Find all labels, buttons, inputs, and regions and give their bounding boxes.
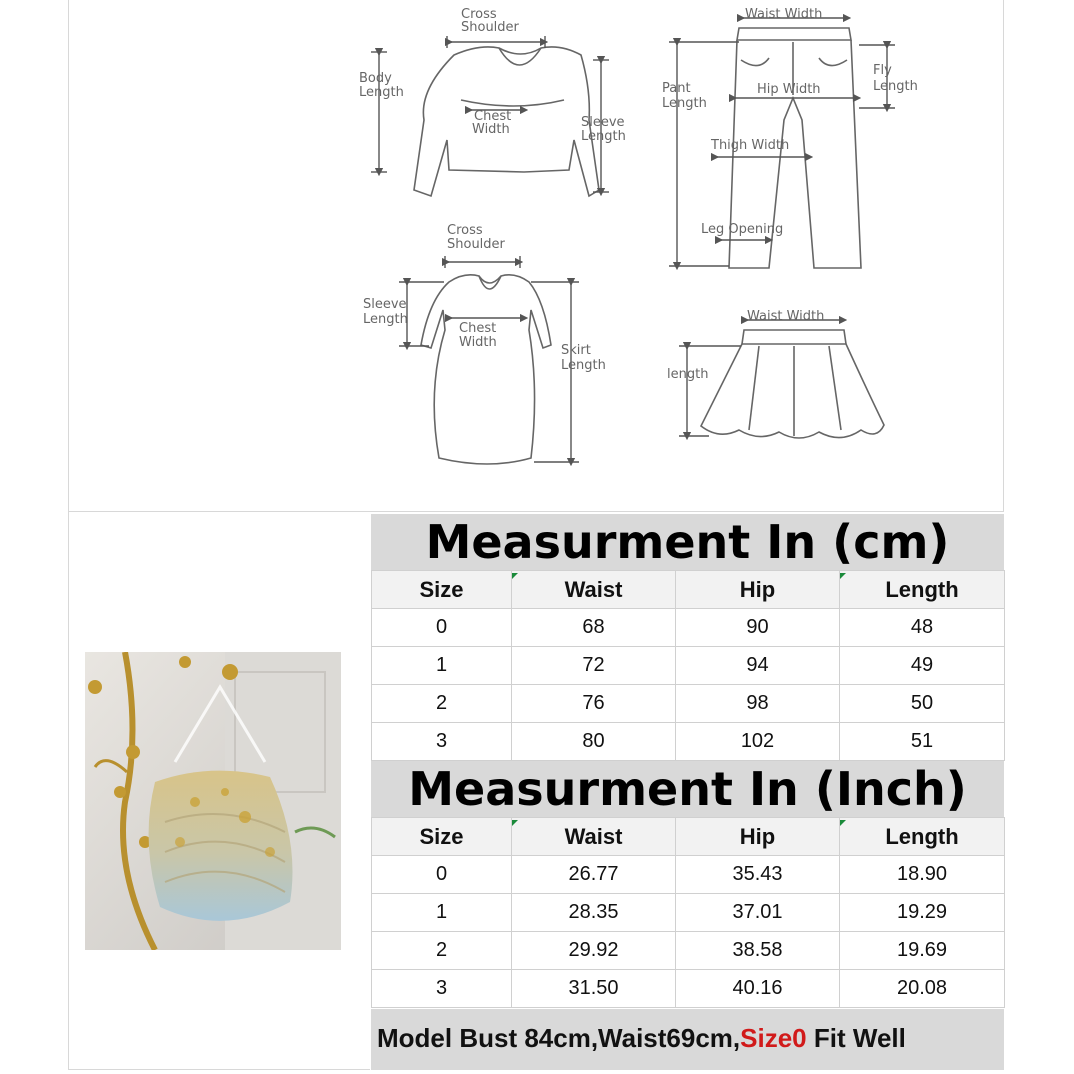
label-waist-width: Waist Width — [745, 7, 823, 22]
header-length: Length — [840, 571, 1005, 609]
cell-hip: 102 — [676, 723, 840, 761]
cell-waist: 72 — [512, 647, 676, 685]
label-sleeve-length: Sleeve — [581, 115, 625, 130]
label-fly-length-2: Length — [873, 79, 918, 94]
header-waist: Waist — [512, 818, 676, 856]
cell-waist: 28.35 — [512, 894, 676, 932]
label-cross-shoulder-2: Shoulder — [461, 20, 519, 35]
cell-length: 20.08 — [840, 970, 1005, 1008]
cell-hip: 35.43 — [676, 856, 840, 894]
cell-size: 1 — [372, 647, 512, 685]
measurement-diagrams — [69, 0, 1005, 512]
table-row — [372, 685, 1005, 723]
cell-waist: 80 — [512, 723, 676, 761]
cell-size: 3 — [372, 723, 512, 761]
label-leg-opening: Leg Opening — [701, 222, 784, 237]
cell-waist: 31.50 — [512, 970, 676, 1008]
header-size: Size — [372, 571, 512, 609]
cell-size: 2 — [372, 932, 512, 970]
header-length: Length — [840, 818, 1005, 856]
label-fly-length: Fly — [873, 63, 892, 78]
label-dress-sleeve-length: Sleeve — [363, 297, 407, 312]
skirt-diagram-icon — [679, 320, 884, 438]
cell-waist: 76 — [512, 685, 676, 723]
table-row — [372, 970, 1005, 1008]
label-pant-length-2: Length — [662, 96, 707, 111]
table-row — [372, 723, 1005, 761]
cell-length: 48 — [840, 609, 1005, 647]
label-sleeve-length-2: Length — [581, 129, 626, 144]
model-fit-footer — [371, 1009, 1004, 1070]
cm-size-table — [371, 570, 1005, 761]
header-waist: Waist — [512, 571, 676, 609]
cell-waist: 26.77 — [512, 856, 676, 894]
label-pant-length: Pant — [662, 81, 691, 96]
label-thigh-width: Thigh Width — [711, 138, 790, 153]
table-header-row — [372, 571, 1005, 609]
model-size-highlight: Size0 — [740, 1023, 807, 1053]
cell-length: 49 — [840, 647, 1005, 685]
label-cross-shoulder: Cross — [461, 7, 497, 22]
model-fit-text: Model Bust 84cm,Waist69cm, — [377, 1023, 741, 1053]
dress-diagram-icon — [399, 256, 579, 464]
cell-hip: 98 — [676, 685, 840, 723]
label-dress-sleeve-length-2: Length — [363, 312, 408, 327]
table-row — [372, 609, 1005, 647]
cell-length: 19.29 — [840, 894, 1005, 932]
table-row — [372, 894, 1005, 932]
table-header-row — [372, 818, 1005, 856]
cell-size: 1 — [372, 894, 512, 932]
label-chest-width: Chest — [474, 109, 512, 124]
label-body-length-2: Length — [359, 85, 404, 100]
header-hip: Hip — [676, 571, 840, 609]
label-chest-width-2: Width — [472, 122, 510, 137]
table-row — [372, 932, 1005, 970]
cell-hip: 40.16 — [676, 970, 840, 1008]
header-size: Size — [372, 818, 512, 856]
cell-size: 0 — [372, 856, 512, 894]
skirt-on-hanger-photo — [85, 652, 341, 950]
table-row — [372, 647, 1005, 685]
cell-hip: 94 — [676, 647, 840, 685]
model-fit-text-end: Fit Well — [806, 1023, 906, 1053]
cell-waist: 29.92 — [512, 932, 676, 970]
cell-length: 19.69 — [840, 932, 1005, 970]
label-dress-chest-width-2: Width — [459, 335, 497, 350]
cell-size: 3 — [372, 970, 512, 1008]
product-photo-panel — [68, 512, 370, 1070]
cell-size: 0 — [372, 609, 512, 647]
inch-table-title: Measurment In (Inch) — [408, 762, 967, 816]
label-dress-cross-shoulder: Cross — [447, 223, 483, 238]
cell-length: 18.90 — [840, 856, 1005, 894]
measurement-diagram-panel — [68, 0, 1004, 512]
cell-hip: 38.58 — [676, 932, 840, 970]
cell-length: 51 — [840, 723, 1005, 761]
size-tables — [371, 512, 1004, 1070]
label-dress-chest-width: Chest — [459, 321, 497, 336]
model-fit-note — [377, 1023, 906, 1054]
label-skirt-length-2: Length — [561, 358, 606, 373]
label-hip-width: Hip Width — [757, 82, 821, 97]
label-body-length: Body — [359, 71, 392, 86]
cell-hip: 90 — [676, 609, 840, 647]
cell-waist: 68 — [512, 609, 676, 647]
cell-hip: 37.01 — [676, 894, 840, 932]
cm-table-title: Measurment In (cm) — [425, 515, 950, 569]
label-skirt-length: Skirt — [561, 343, 591, 358]
cell-length: 50 — [840, 685, 1005, 723]
label-skirt-length-short: length — [667, 367, 709, 382]
inch-size-table — [371, 817, 1005, 1008]
label-skirt-waist-width: Waist Width — [747, 309, 825, 324]
cell-size: 2 — [372, 685, 512, 723]
table-row — [372, 856, 1005, 894]
header-hip: Hip — [676, 818, 840, 856]
label-dress-cross-shoulder-2: Shoulder — [447, 237, 505, 252]
